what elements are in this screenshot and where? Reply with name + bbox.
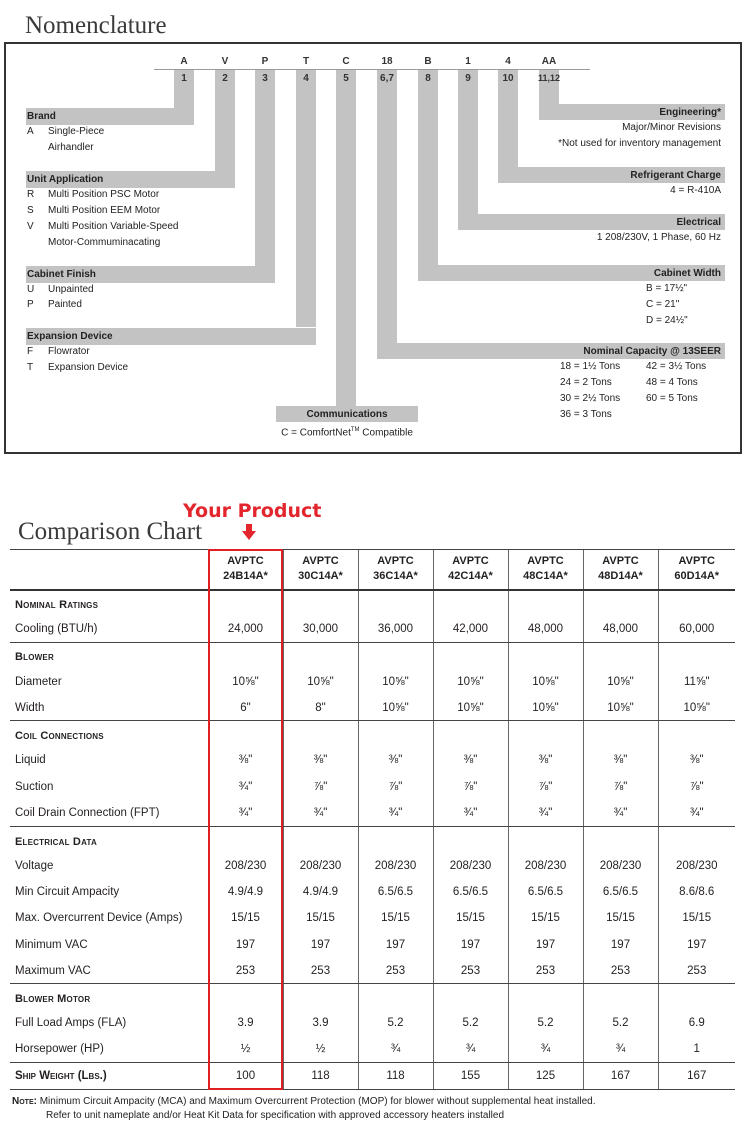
table-row xyxy=(10,879,735,905)
code-position-5: 5 xyxy=(343,73,349,84)
empty-cell xyxy=(658,590,735,616)
empty-cell xyxy=(358,590,433,616)
value-cell: 8" xyxy=(283,695,358,721)
value-cell: 10⅝" xyxy=(208,668,283,694)
cabinet-width-line: D = 24½" xyxy=(646,315,688,326)
value-cell: 253 xyxy=(208,958,283,984)
value-cell: 15/15 xyxy=(208,905,283,931)
value-cell: 197 xyxy=(583,931,658,957)
comparison-title: Comparison Chart xyxy=(18,518,203,545)
value-cell: ⅜" xyxy=(658,747,735,773)
value-cell: 1 xyxy=(658,1037,735,1063)
table-row xyxy=(10,616,735,642)
section-refrigerant-title: Refrigerant Charge xyxy=(630,170,721,181)
row-label: Maximum VAC xyxy=(10,958,208,984)
unit-application-item: V Multi Position Variable-Speed xyxy=(27,221,179,232)
row-label: Voltage xyxy=(15,859,54,872)
electrical-line: 1 208/230V, 1 Phase, 60 Hz xyxy=(596,232,721,243)
section-nominal-capacity-title: Nominal Capacity @ 13SEER xyxy=(583,346,721,357)
empty-cell xyxy=(283,590,358,616)
code-letter-10: 4 xyxy=(505,56,511,67)
capacity-line: 36 = 3 Tons xyxy=(560,409,612,420)
value-cell: 15/15 xyxy=(433,905,508,931)
section-title: Electrical Data xyxy=(15,835,97,848)
value-cell: 125 xyxy=(508,1063,583,1089)
value-cell: 208/230 xyxy=(583,852,658,878)
code-letter-5: C xyxy=(342,56,350,67)
value-cell: 253 xyxy=(283,958,358,984)
value-cell: 30,000 xyxy=(283,616,358,642)
empty-cell xyxy=(433,984,508,1010)
table-header-row xyxy=(10,550,735,590)
empty-cell xyxy=(283,984,358,1010)
code-position-3: 3 xyxy=(262,73,268,84)
value-cell: ⅞" xyxy=(433,774,508,800)
model-header: AVPTC 24B14A* xyxy=(208,550,283,590)
value-cell: ½ xyxy=(208,1037,283,1063)
code-letter-8: B xyxy=(424,56,432,67)
empty-cell xyxy=(208,984,283,1010)
empty-cell xyxy=(583,984,658,1010)
section-header-row xyxy=(10,826,735,852)
bar-expansion xyxy=(296,70,316,327)
empty-cell xyxy=(283,642,358,668)
communications-text: C = ComfortNet™ Compatible xyxy=(281,427,413,439)
empty-cell xyxy=(658,826,735,852)
row-label: Ship Weight (Lbs.) xyxy=(10,1063,208,1089)
section-cabinet-width-title: Cabinet Width xyxy=(653,268,721,279)
note-label: Note: xyxy=(12,1096,37,1107)
value-cell: ⅞" xyxy=(283,774,358,800)
value-cell: ⅞" xyxy=(658,774,735,800)
empty-cell xyxy=(508,642,583,668)
value-cell: ¾ xyxy=(358,1037,433,1063)
value-cell: 10⅝" xyxy=(433,695,508,721)
cabinet-finish-item: P Painted xyxy=(27,299,82,310)
value-cell: 208/230 xyxy=(208,852,283,878)
value-cell: ⅜" xyxy=(283,747,358,773)
table-note xyxy=(12,1095,595,1123)
bar-cabinet-width xyxy=(418,70,438,281)
empty-cell xyxy=(583,642,658,668)
value-cell: 15/15 xyxy=(283,905,358,931)
arrow-down-icon xyxy=(242,524,256,540)
value-cell: 118 xyxy=(358,1063,433,1089)
unit-application-item: Motor-Commuminacating xyxy=(48,237,161,248)
cabinet-finish-item: U Unpainted xyxy=(27,284,94,295)
row-label: Diameter xyxy=(15,675,62,688)
section-communications-title: Communications xyxy=(306,409,388,420)
table-row xyxy=(10,747,735,773)
section-title: Nominal Ratings xyxy=(15,599,99,612)
brand-item: A Single-Piece xyxy=(27,126,105,137)
value-cell: 5.2 xyxy=(358,1010,433,1036)
empty-cell xyxy=(433,721,508,747)
section-header-row xyxy=(10,642,735,668)
value-cell: 10⅝" xyxy=(658,695,735,721)
value-cell: 6" xyxy=(208,695,283,721)
value-cell: ¾" xyxy=(283,800,358,826)
model-header: AVPTC 42C14A* xyxy=(433,550,508,590)
value-cell: ½ xyxy=(283,1037,358,1063)
empty-cell xyxy=(433,590,508,616)
table-row xyxy=(10,774,735,800)
value-cell: 167 xyxy=(583,1063,658,1089)
model-header: AVPTC 48D14A* xyxy=(583,550,658,590)
header-blank xyxy=(10,550,208,590)
value-cell: ¾ xyxy=(433,1037,508,1063)
value-cell: ⅜" xyxy=(358,747,433,773)
value-cell: 208/230 xyxy=(433,852,508,878)
cabinet-width-line: B = 17½" xyxy=(646,283,688,294)
empty-cell xyxy=(283,721,358,747)
table-row xyxy=(10,668,735,694)
value-cell: ¾" xyxy=(658,800,735,826)
value-cell: 197 xyxy=(433,931,508,957)
value-cell: 208/230 xyxy=(358,852,433,878)
empty-cell xyxy=(508,984,583,1010)
value-cell: ¾ xyxy=(508,1037,583,1063)
value-cell: 253 xyxy=(358,958,433,984)
note-line-1: Minimum Circuit Ampacity (MCA) and Maximum Overcurrent Protection (MOP) for blower without supplemental heat installed. xyxy=(36,1096,596,1107)
row-label: Horsepower (HP) xyxy=(10,1037,208,1063)
empty-cell xyxy=(508,826,583,852)
value-cell: 3.9 xyxy=(283,1010,358,1036)
comparison-table xyxy=(10,549,735,1090)
value-cell: 48,000 xyxy=(508,616,583,642)
code-position-9: 9 xyxy=(465,73,471,84)
value-cell: ⅜" xyxy=(508,747,583,773)
expansion-device-item: T Expansion Device xyxy=(27,362,129,373)
value-cell: 6.5/6.5 xyxy=(358,879,433,905)
row-label: Coil Drain Connection (FPT) xyxy=(10,800,208,826)
empty-cell xyxy=(583,590,658,616)
empty-cell xyxy=(508,590,583,616)
code-position-11-12: 11,12 xyxy=(537,73,561,83)
value-cell: 167 xyxy=(658,1063,735,1089)
value-cell: 118 xyxy=(283,1063,358,1089)
value-cell: 197 xyxy=(283,931,358,957)
value-cell: 197 xyxy=(508,931,583,957)
value-cell: 10⅝" xyxy=(358,668,433,694)
value-cell: 208/230 xyxy=(283,852,358,878)
row-label: Suction xyxy=(15,780,54,793)
bar-capacity xyxy=(377,70,397,359)
section-header-row xyxy=(10,721,735,747)
capacity-line: 60 = 5 Tons xyxy=(646,393,698,404)
table-row xyxy=(10,905,735,931)
value-cell: ⅞" xyxy=(583,774,658,800)
value-cell: 60,000 xyxy=(658,616,735,642)
value-cell: 208/230 xyxy=(508,852,583,878)
capacity-line: 42 = 3½ Tons xyxy=(646,361,707,372)
table-row xyxy=(10,852,735,878)
bar-electrical xyxy=(458,70,478,230)
cabinet-width-line: C = 21" xyxy=(646,299,680,310)
section-title: Blower Motor xyxy=(15,993,91,1006)
empty-cell xyxy=(658,984,735,1010)
table-row xyxy=(10,800,735,826)
model-header: AVPTC 30C14A* xyxy=(283,550,358,590)
value-cell: 197 xyxy=(208,931,283,957)
value-cell: 36,000 xyxy=(358,616,433,642)
section-header-row xyxy=(10,590,735,616)
empty-cell xyxy=(658,721,735,747)
value-cell: 3.9 xyxy=(208,1010,283,1036)
value-cell: 100 xyxy=(208,1063,283,1089)
value-cell: 10⅝" xyxy=(583,668,658,694)
value-cell: 42,000 xyxy=(433,616,508,642)
value-cell: 4.9/4.9 xyxy=(208,879,283,905)
capacity-line: 18 = 1½ Tons xyxy=(560,361,621,372)
value-cell: 10⅝" xyxy=(508,668,583,694)
value-cell: 253 xyxy=(583,958,658,984)
value-cell: 208/230 xyxy=(658,852,735,878)
bar-cabinet-finish xyxy=(255,70,275,283)
row-label: Full Load Amps (FLA) xyxy=(15,1017,127,1030)
value-cell: 5.2 xyxy=(583,1010,658,1036)
value-cell: 6.5/6.5 xyxy=(508,879,583,905)
value-cell: ¾" xyxy=(208,800,283,826)
empty-cell xyxy=(208,826,283,852)
table-row xyxy=(10,931,735,957)
engineering-line: Major/Minor Revisions xyxy=(622,122,721,133)
table-row xyxy=(10,1010,735,1036)
expansion-device-item: F Flowrator xyxy=(27,346,90,357)
empty-cell xyxy=(208,642,283,668)
value-cell: 197 xyxy=(358,931,433,957)
empty-cell xyxy=(208,590,283,616)
section-header-row xyxy=(10,984,735,1010)
value-cell: 15/15 xyxy=(508,905,583,931)
value-cell: 197 xyxy=(658,931,735,957)
empty-cell xyxy=(358,642,433,668)
row-label: Width xyxy=(10,695,208,721)
section-unit-application-title: Unit Application xyxy=(27,174,104,185)
value-cell: ⅞" xyxy=(508,774,583,800)
empty-cell xyxy=(283,826,358,852)
code-letter-2: V xyxy=(221,56,229,67)
row-label: Cooling (BTU/h) xyxy=(10,616,208,642)
empty-cell xyxy=(583,826,658,852)
value-cell: ⅜" xyxy=(433,747,508,773)
code-letter-6: 18 xyxy=(381,56,393,67)
nomenclature-diagram xyxy=(4,42,742,454)
model-header: AVPTC 48C14A* xyxy=(508,550,583,590)
empty-cell xyxy=(358,984,433,1010)
value-cell: 10⅝" xyxy=(283,668,358,694)
section-title: Coil Connections xyxy=(15,730,104,743)
value-cell: 155 xyxy=(433,1063,508,1089)
value-cell: ⅜" xyxy=(208,747,283,773)
empty-cell xyxy=(583,721,658,747)
value-cell: 6.9 xyxy=(658,1010,735,1036)
value-cell: ⅜" xyxy=(583,747,658,773)
unit-application-item: S Multi Position EEM Motor xyxy=(27,205,161,216)
value-cell: 10⅝" xyxy=(583,695,658,721)
code-letter-3: P xyxy=(261,56,269,67)
value-cell: 6.5/6.5 xyxy=(433,879,508,905)
unit-application-item: R Multi Position PSC Motor xyxy=(27,189,160,200)
value-cell: 5.2 xyxy=(508,1010,583,1036)
engineering-line: *Not used for inventory management xyxy=(558,138,721,149)
table-row xyxy=(10,1037,735,1063)
section-electrical-title: Electrical xyxy=(676,217,721,228)
code-letter-4: T xyxy=(302,56,310,67)
section-cabinet-finish-title: Cabinet Finish xyxy=(27,269,96,280)
value-cell: ¾" xyxy=(508,800,583,826)
empty-cell xyxy=(508,721,583,747)
value-cell: 5.2 xyxy=(433,1010,508,1036)
capacity-line: 30 = 2½ Tons xyxy=(560,393,621,404)
value-cell: 15/15 xyxy=(583,905,658,931)
value-cell: ¾" xyxy=(208,774,283,800)
your-product-callout: Your Product xyxy=(183,500,322,522)
row-label: Minimum VAC xyxy=(15,938,88,951)
value-cell: 253 xyxy=(658,958,735,984)
code-position-6-7: 6,7 xyxy=(380,73,394,84)
value-cell: 15/15 xyxy=(358,905,433,931)
code-letter-9: 1 xyxy=(465,56,471,67)
value-cell: ¾" xyxy=(358,800,433,826)
code-position-8: 8 xyxy=(425,73,431,84)
empty-cell xyxy=(658,642,735,668)
nomenclature-title: Nomenclature xyxy=(25,12,167,39)
value-cell: 8.6/8.6 xyxy=(658,879,735,905)
empty-cell xyxy=(358,721,433,747)
model-header: AVPTC 60D14A* xyxy=(658,550,735,590)
empty-cell xyxy=(433,826,508,852)
empty-cell xyxy=(358,826,433,852)
code-position-10: 10 xyxy=(502,73,514,84)
value-cell: 10⅝" xyxy=(433,668,508,694)
section-engineering-title: Engineering* xyxy=(659,107,721,118)
value-cell: ¾ xyxy=(583,1037,658,1063)
note-line-2: Refer to unit nameplate and/or Heat Kit Data for specification with approved accessory heaters installed xyxy=(46,1110,505,1121)
code-position-4: 4 xyxy=(303,73,309,84)
table-row xyxy=(10,695,735,721)
code-letter-1: A xyxy=(180,56,188,67)
value-cell: 15/15 xyxy=(658,905,735,931)
row-label: Max. Overcurrent Device (Amps) xyxy=(15,912,183,925)
empty-cell xyxy=(208,721,283,747)
section-title: Blower xyxy=(15,651,54,664)
value-cell: ¾" xyxy=(433,800,508,826)
section-brand-title: Brand xyxy=(27,111,56,122)
value-cell: 253 xyxy=(508,958,583,984)
row-label: Min Circuit Ampacity xyxy=(15,885,120,898)
value-cell: 24,000 xyxy=(208,616,283,642)
bar-communications xyxy=(336,70,356,406)
code-letter-11: AA xyxy=(541,56,557,67)
value-cell: 11⅝" xyxy=(658,668,735,694)
row-label: Liquid xyxy=(15,754,46,767)
table-row xyxy=(10,958,735,984)
value-cell: 4.9/4.9 xyxy=(283,879,358,905)
value-cell: 10⅝" xyxy=(508,695,583,721)
value-cell: 253 xyxy=(433,958,508,984)
section-expansion-device-title: Expansion Device xyxy=(27,331,113,342)
ship-weight-row xyxy=(10,1063,735,1089)
code-position-1: 1 xyxy=(181,73,187,84)
code-position-2: 2 xyxy=(222,73,228,84)
capacity-line: 48 = 4 Tons xyxy=(646,377,698,388)
model-header: AVPTC 36C14A* xyxy=(358,550,433,590)
refrigerant-line: 4 = R-410A xyxy=(670,185,721,196)
empty-cell xyxy=(433,642,508,668)
value-cell: 6.5/6.5 xyxy=(583,879,658,905)
value-cell: ⅞" xyxy=(358,774,433,800)
capacity-line: 24 = 2 Tons xyxy=(560,377,612,388)
brand-item: Airhandler xyxy=(48,142,94,153)
value-cell: ¾" xyxy=(583,800,658,826)
value-cell: 48,000 xyxy=(583,616,658,642)
value-cell: 10⅝" xyxy=(358,695,433,721)
